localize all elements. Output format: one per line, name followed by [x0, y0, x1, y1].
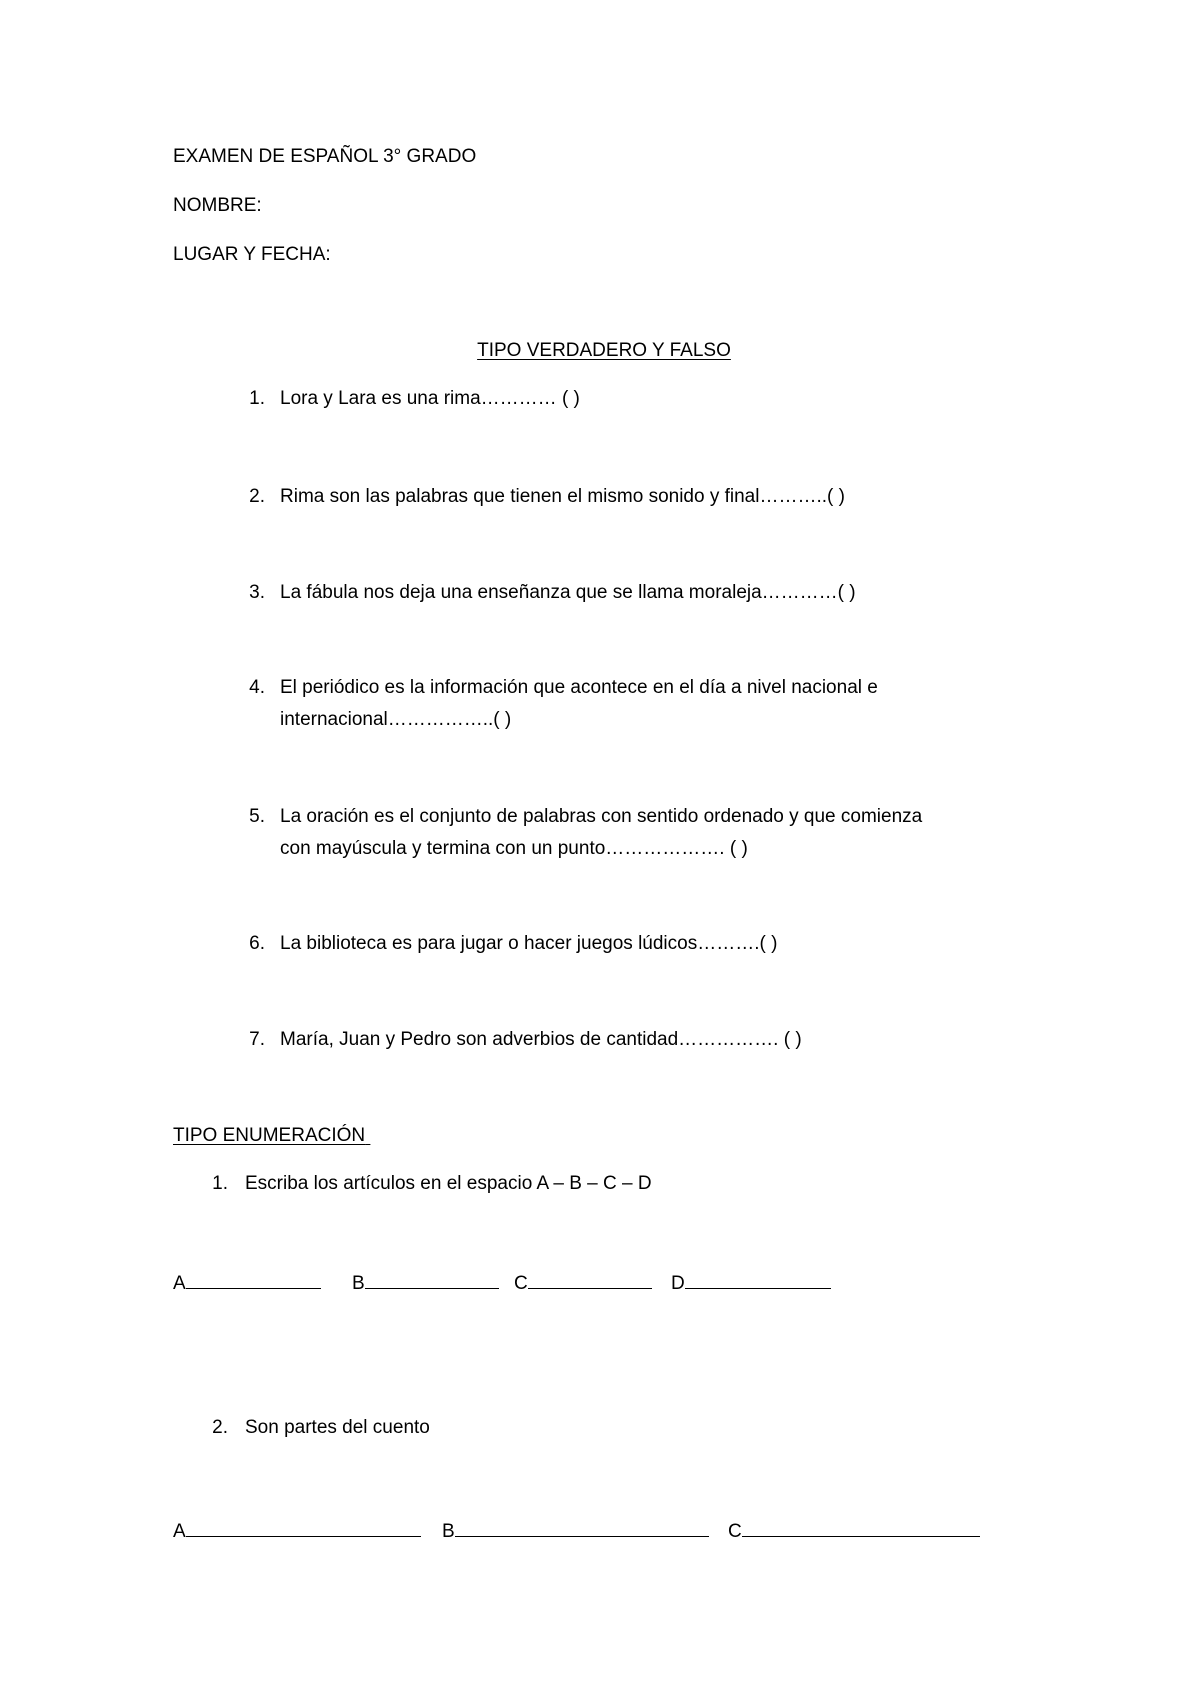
item-text: La fábula nos deja una enseñanza que se llama moraleja…………( ) [280, 582, 856, 603]
blank-label: D [670, 1273, 685, 1294]
answer-blank[interactable] [455, 1518, 709, 1537]
articles-answer-row [173, 1270, 831, 1296]
item-text: Rima son las palabras que tienen el mismo sonido y final………..( ) [280, 486, 845, 507]
exam-title: EXAMEN DE ESPAÑOL 3° GRADO [173, 146, 477, 167]
blank-label: A [173, 1273, 186, 1294]
item-text: Son partes del cuento [245, 1417, 430, 1438]
item-number: 2. [212, 1417, 228, 1438]
item-text-continued: con mayúscula y termina con un punto………………. ( ) [280, 838, 748, 859]
section-heading-true-false-text: TIPO VERDADERO Y FALSO [477, 340, 731, 361]
blank-label: B [441, 1521, 455, 1542]
item-number: 2. [249, 486, 265, 507]
section-heading-enumeration [173, 1125, 370, 1148]
item-number: 5. [249, 806, 265, 827]
story-parts-answer-row [173, 1518, 980, 1544]
answer-blank[interactable] [365, 1270, 499, 1289]
blank-label: A [173, 1521, 186, 1542]
name-label: NOMBRE: [173, 195, 262, 216]
answer-blank[interactable] [186, 1270, 321, 1289]
item-text-continued: internacional……………..( ) [280, 709, 512, 730]
answer-blank[interactable] [742, 1518, 980, 1537]
item-number: 1. [249, 388, 265, 409]
item-text: Lora y Lara es una rima………… ( ) [280, 388, 580, 409]
item-number: 4. [249, 677, 265, 698]
item-number: 7. [249, 1029, 265, 1050]
item-text: El periódico es la información que acontece en el día a nivel nacional e [280, 677, 878, 698]
blank-label: B [351, 1273, 365, 1294]
section-heading-true-false [0, 340, 1200, 363]
item-text: María, Juan y Pedro son adverbios de cantidad……………. ( ) [280, 1029, 802, 1050]
blank-label: C [727, 1521, 742, 1542]
section-heading-enumeration-text: TIPO ENUMERACIÓN [173, 1125, 366, 1146]
answer-blank[interactable] [685, 1270, 831, 1289]
item-number: 1. [212, 1173, 228, 1194]
answer-blank[interactable] [186, 1518, 421, 1537]
item-text: Escriba los artículos en el espacio A – B – C – D [245, 1173, 652, 1194]
place-date-label: LUGAR Y FECHA: [173, 244, 331, 265]
item-text: La oración es el conjunto de palabras con sentido ordenado y que comienza [280, 806, 923, 827]
item-text: La biblioteca es para jugar o hacer juegos lúdicos……….( ) [280, 933, 778, 954]
item-number: 3. [249, 582, 265, 603]
blank-label: C [513, 1273, 528, 1294]
item-number: 6. [249, 933, 265, 954]
answer-blank[interactable] [528, 1270, 652, 1289]
